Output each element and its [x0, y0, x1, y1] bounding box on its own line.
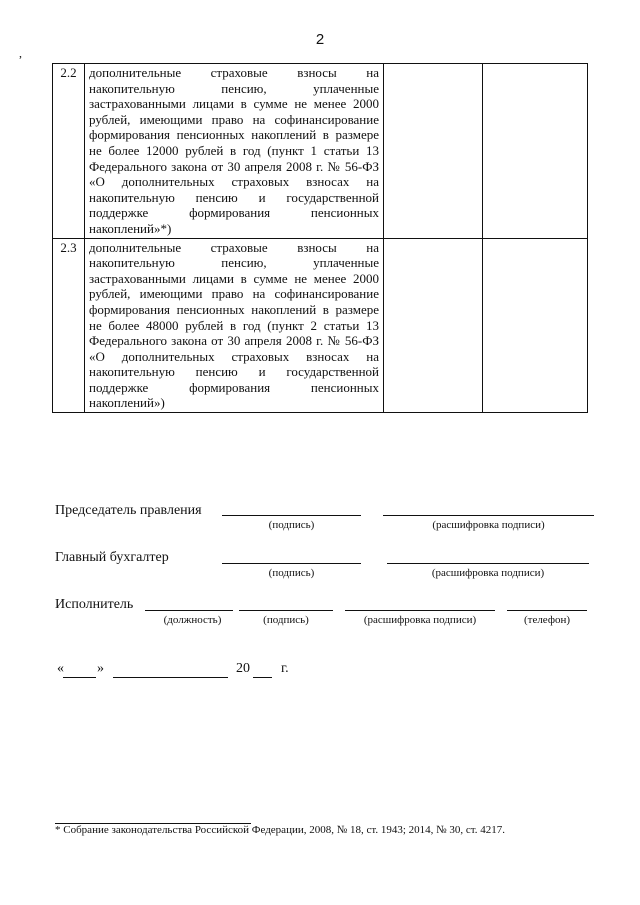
signature-caption: (подпись)	[268, 567, 315, 579]
row-description: дополнительные страховые взносы на накопительную пенсию, уплаченные застрахованными лицами в сумме не менее 2000 рублей, имеющими право на софинансирование формирования пенсионных накоплений в размере не более 12000 рублей в год (пункт 1 статьи 13 Федерального закона от 30 апреля 2008 г. № 56-ФЗ «О дополнительных страховых взносах на накопительную пенсию и государственной поддержке формирования пенсионных накоплений»*)	[85, 64, 384, 239]
table-row	[53, 64, 588, 239]
value-cell[interactable]	[384, 64, 483, 239]
row-number: 2.3	[53, 238, 85, 413]
position-caption: (должность)	[163, 614, 222, 626]
date-year-suffix: г.	[281, 661, 289, 676]
accountant-signature-line[interactable]	[222, 563, 361, 564]
date-field	[55, 661, 355, 681]
signature-caption: (подпись)	[263, 614, 309, 626]
signature-caption: (подпись)	[268, 519, 315, 531]
date-day-line[interactable]	[63, 677, 96, 678]
decoding-caption: (расшифровка подписи)	[432, 519, 545, 531]
footnote: * Собрание законодательства Российской Федерации, 2008, № 18, ст. 1943; 2014, № 30, ст. 4217.	[55, 824, 505, 836]
value-cell[interactable]	[483, 64, 588, 239]
executor-decoding-line[interactable]	[345, 610, 495, 611]
decoding-caption: (расшифровка подписи)	[431, 567, 545, 579]
chief-accountant-label: Главный бухгалтер	[55, 550, 169, 565]
date-year-prefix: 20	[236, 661, 250, 676]
chairman-label: Председатель правления	[55, 503, 202, 518]
page-number: 2	[315, 31, 325, 48]
value-cell[interactable]	[483, 238, 588, 413]
row-description: дополнительные страховые взносы на накопительную пенсию, уплаченные застрахованными лицами в сумме не менее 2000 рублей, имеющими право на софинансирование формирования пенсионных накоплений в размере не более 48000 рублей в год (пункт 2 статьи 13 Федерального закона от 30 апреля 2008 г. № 56-ФЗ «О дополнительных страховых взносах на накопительную пенсию и государственной поддержке формирования пенсионных накоплений»)	[85, 238, 384, 413]
date-month-line[interactable]	[113, 677, 228, 678]
row-number: 2.2	[53, 64, 85, 239]
date-open-quote: «	[57, 661, 64, 676]
contributions-table	[52, 63, 588, 413]
decoding-caption: (расшифровка подписи)	[363, 614, 477, 626]
date-close-quote: »	[97, 661, 104, 676]
accountant-decoding-line[interactable]	[387, 563, 589, 564]
phone-caption: (телефон)	[523, 614, 571, 626]
executor-position-line[interactable]	[145, 610, 233, 611]
date-year-line[interactable]	[253, 677, 272, 678]
margin-mark: ,	[19, 46, 22, 60]
table-row	[53, 238, 588, 413]
value-cell[interactable]	[384, 238, 483, 413]
executor-label: Исполнитель	[55, 597, 134, 612]
executor-phone-line[interactable]	[507, 610, 587, 611]
chairman-decoding-line[interactable]	[383, 515, 594, 516]
chairman-signature-line[interactable]	[222, 515, 361, 516]
executor-signature-line[interactable]	[239, 610, 333, 611]
